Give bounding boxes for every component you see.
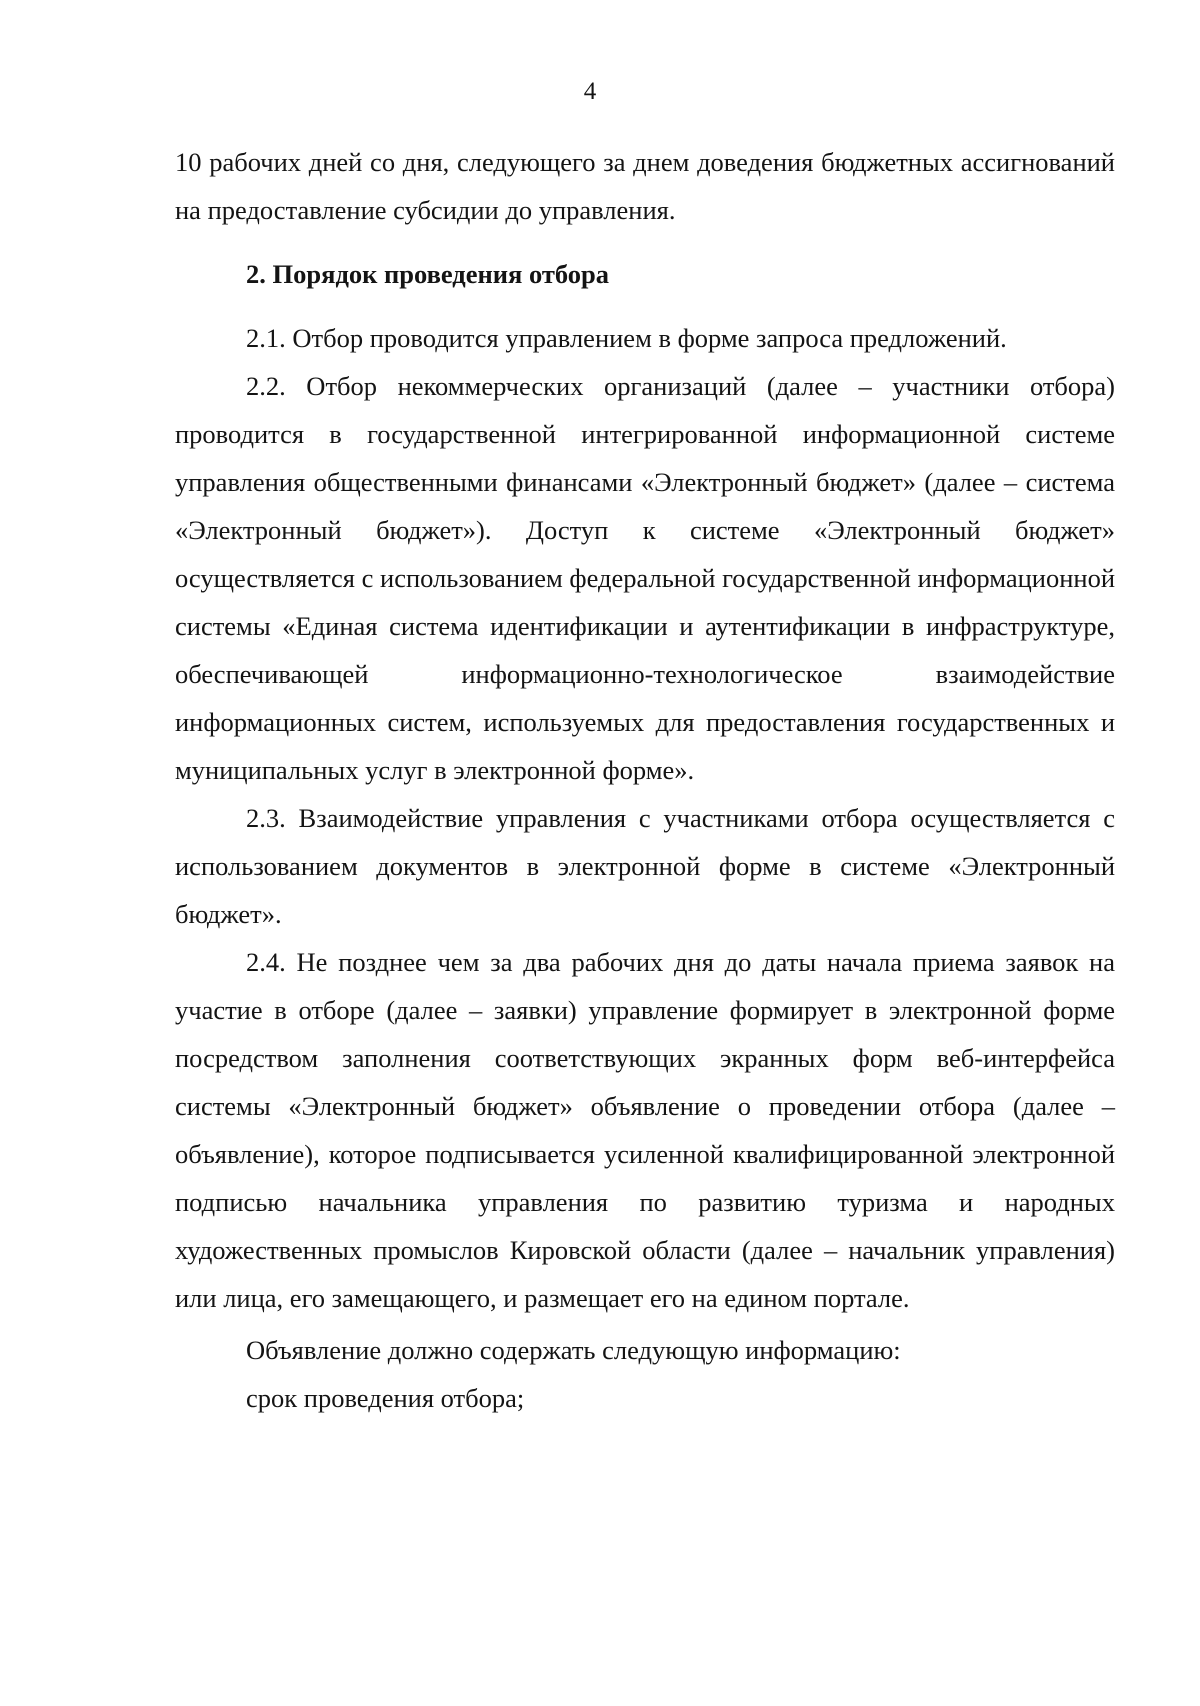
document-body: [175, 138, 1115, 1422]
paragraph-2-2: 2.2. Отбор некоммерческих организаций (далее – участники отбора) проводится в государственной интегрированной информационной системе управления общественными финансами «Электронный бюджет» (далее – система «Электронный бюджет»). Доступ к системе «Электронный бюджет» осуществляется с использованием федеральной государственной информационной системы «Единая система идентификации и аутентификации в инфраструктуре, обеспечивающей информационно-технологическое взаимодействие информационных систем, используемых для предоставления государственных и муниципальных услуг в электронной форме».: [175, 371, 1115, 785]
section-heading: 2. Порядок проведения отбора: [246, 259, 610, 289]
paragraph-announcement-intro: Объявление должно содержать следующую информацию:: [246, 1335, 901, 1365]
paragraph-2-4: 2.4. Не позднее чем за два рабочих дня до даты начала приема заявок на участие в отборе (далее – заявки) управление формирует в электронной форме посредством заполнения соответствующих экранных форм веб-интерфейса системы «Электронный бюджет» объявление о проведении отбора (далее – объявление), которое подписывается усиленной квалифицированной электронной подписью начальника управления по развитию туризма и народных художественных промыслов Кировской области (далее – начальник управления) или лица, его замещающего, и размещает его на едином портале.: [175, 947, 1115, 1313]
paragraph-term: срок проведения отбора;: [246, 1383, 525, 1413]
page-number: 4: [583, 78, 597, 105]
paragraph-continuation: 10 рабочих дней со дня, следующего за днем доведения бюджетных ассигнований на предоставление субсидии до управления.: [175, 147, 1115, 225]
paragraph-2-3: 2.3. Взаимодействие управления с участниками отбора осуществляется с использованием документов в электронной форме в системе «Электронный бюджет».: [175, 803, 1115, 929]
paragraph-2-1: 2.1. Отбор проводится управлением в форме запроса предложений.: [246, 323, 1007, 353]
